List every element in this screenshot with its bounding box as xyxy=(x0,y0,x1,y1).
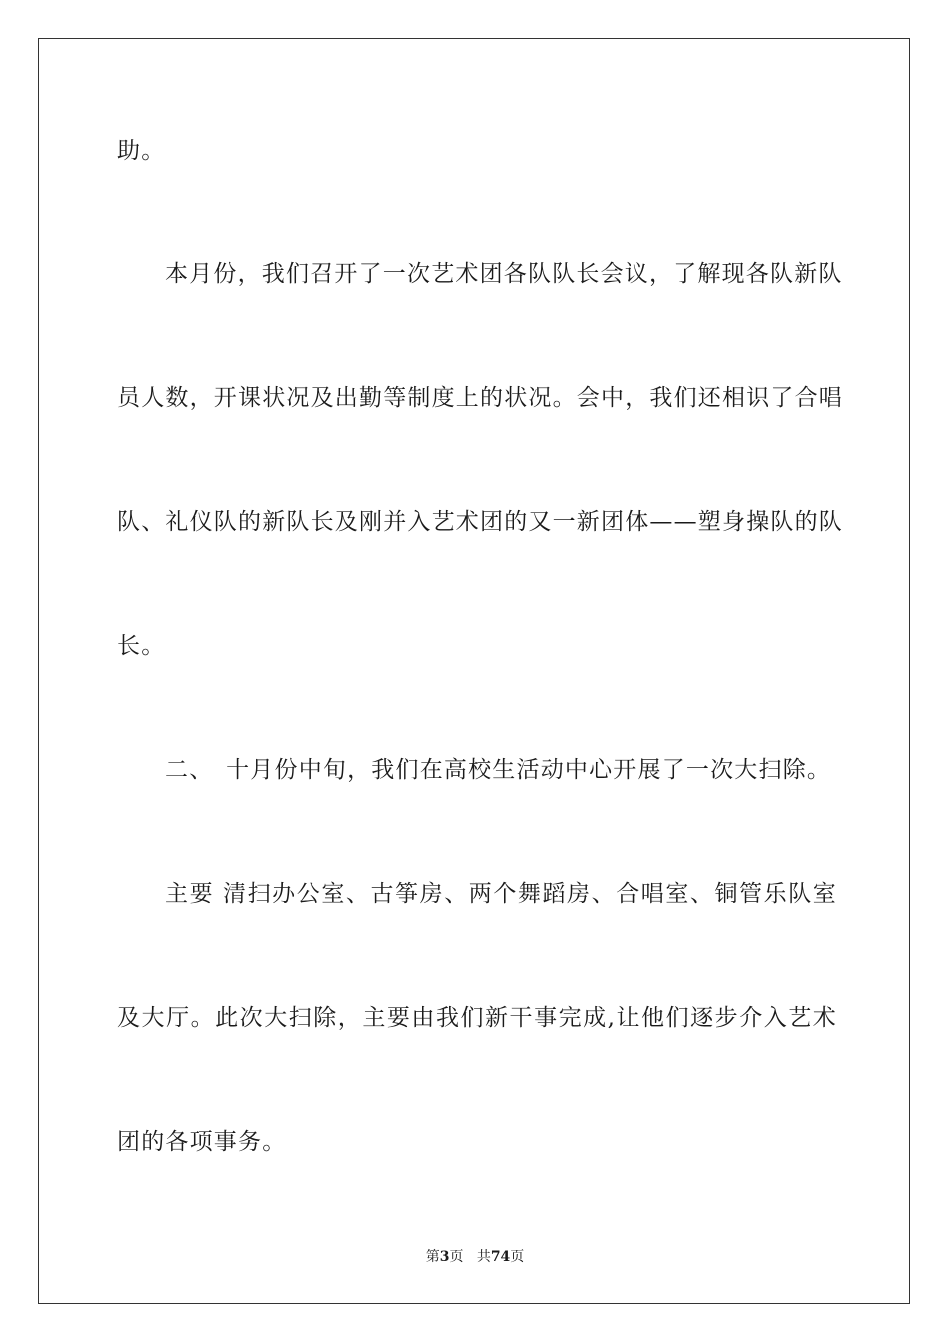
body-line-9: 团的各项事务。 xyxy=(117,1129,287,1155)
body-line-3: 员人数，开课状况及出勤等制度上的状况。会中，我们还相识了合唱 xyxy=(117,385,843,411)
body-line-7: 主要 清扫办公室、古筝房、两个舞蹈房、合唱室、铜管乐队室 xyxy=(165,881,837,907)
page-frame xyxy=(38,38,910,1304)
body-line-5: 长。 xyxy=(117,633,166,659)
body-line-1: 助。 xyxy=(117,138,166,164)
footer-total-suffix: 页 xyxy=(510,1249,525,1265)
footer-total-pages: 74 xyxy=(490,1249,511,1265)
footer-page-suffix: 页 xyxy=(449,1249,464,1265)
body-line-8: 及大厅。此次大扫除，主要由我们新干事完成,让他们逐步介入艺术 xyxy=(117,1005,837,1031)
footer-page-prefix: 第 xyxy=(425,1249,440,1265)
body-line-4: 队、礼仪队的新队长及刚并入艺术团的又一新团体——塑身操队的队 xyxy=(117,509,843,535)
page-footer xyxy=(0,1248,950,1266)
footer-page-number: 3 xyxy=(439,1249,450,1265)
body-line-6: 二、 十月份中旬，我们在高校生活动中心开展了一次大扫除。 xyxy=(165,757,832,783)
footer-total-prefix: 共 xyxy=(476,1249,491,1265)
body-line-2: 本月份，我们召开了一次艺术团各队队长会议，了解现各队新队 xyxy=(165,261,843,287)
